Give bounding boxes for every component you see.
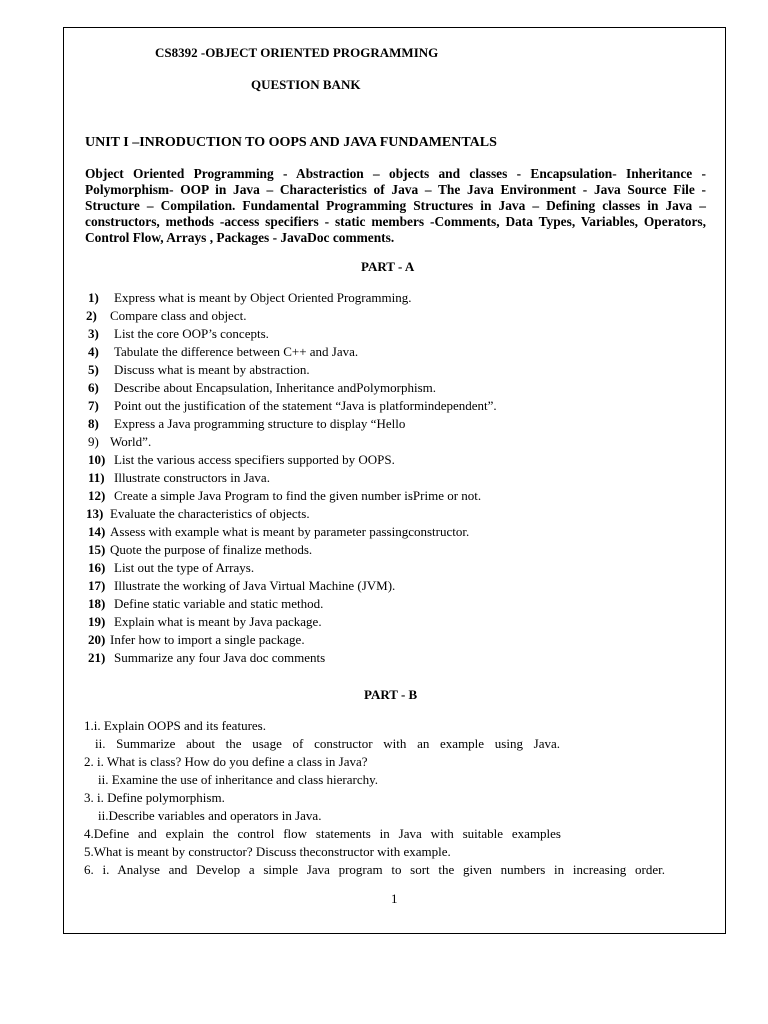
question-number: 4) (88, 344, 99, 359)
part-b-line: ii. Summarize about the usage of constructor with an example using Java. (95, 736, 560, 751)
question-number: 10) (88, 452, 106, 467)
question-number: 16) (88, 560, 106, 575)
question-number: 15) (88, 542, 106, 557)
part-b-line: 4.Define and explain the control flow statements in Java with suitable examples (84, 826, 561, 841)
question-text: Compare class and object. (110, 308, 247, 323)
part-b-line: 2. i. What is class? How do you define a class in Java? (84, 754, 368, 769)
question-number: 17) (88, 578, 106, 593)
question-text: Illustrate the working of Java Virtual Machine (JVM). (114, 578, 396, 593)
course-title: CS8392 -OBJECT ORIENTED PROGRAMMING (155, 45, 439, 60)
page-number: 1 (391, 891, 398, 906)
part-a-heading: PART - A (361, 259, 415, 274)
question-text: List the core OOP’s concepts. (114, 326, 269, 341)
part-b-line: ii.Describe variables and operators in Java. (98, 808, 322, 823)
question-text: Infer how to import a single package. (110, 632, 305, 647)
unit-syllabus: Object Oriented Programming - Abstraction – objects and classes - Encapsulation- Inheritance - Polymorphism- OOP in Java – Characteristics of Java – The Java Environment - Java Source File - Structure – Compilation. Fundamental Programming Structures in Java – Defining classes in Java –constructors, methods -access specifiers - static members -Comments, Data Types, Variables, Operators, Control Flow, Arrays , Packages - JavaDoc comments. (85, 166, 706, 245)
question-number: 11) (88, 470, 105, 485)
part-b-line: 3. i. Define polymorphism. (84, 790, 225, 805)
part-b-line: 6. i. Analyse and Develop a simple Java program to sort the given numbers in increasing order. (84, 862, 665, 877)
question-text: Explain what is meant by Java package. (114, 614, 322, 629)
part-b-heading: PART - B (364, 687, 418, 702)
question-text: Describe about Encapsulation, Inheritance andPolymorphism. (114, 380, 437, 395)
question-number: 12) (88, 488, 106, 503)
question-text: Illustrate constructors in Java. (114, 470, 270, 485)
question-text: Express a Java programming structure to display “Hello (114, 416, 406, 431)
question-number: 21) (88, 650, 106, 665)
question-text: Create a simple Java Program to find the given number isPrime or not. (114, 488, 482, 503)
unit-title: UNIT I –INRODUCTION TO OOPS AND JAVA FUNDAMENTALS (85, 135, 497, 150)
question-number: 18) (88, 596, 106, 611)
question-text: Assess with example what is meant by parameter passingconstructor. (110, 524, 470, 539)
question-text: Point out the justification of the statement “Java is platformindependent”. (114, 398, 497, 413)
question-text: Tabulate the difference between C++ and Java. (114, 344, 359, 359)
question-number: 1) (88, 290, 99, 305)
question-number: 13) (86, 506, 104, 521)
question-text: Define static variable and static method. (114, 596, 324, 611)
question-number: 6) (88, 380, 99, 395)
question-text: List out the type of Arrays. (114, 560, 255, 575)
question-text: Discuss what is meant by abstraction. (114, 362, 310, 377)
question-text: World”. (110, 434, 152, 449)
document-page (63, 27, 726, 934)
question-number: 19) (88, 614, 106, 629)
question-number: 20) (88, 632, 106, 647)
question-number: 8) (88, 416, 99, 431)
question-number: 3) (88, 326, 99, 341)
question-number: 5) (88, 362, 99, 377)
part-b-line: 5.What is meant by constructor? Discuss theconstructor with example. (84, 844, 451, 859)
question-number: 2) (86, 308, 97, 323)
question-text: List the various access specifiers supported by OOPS. (114, 452, 395, 467)
question-text: Quote the purpose of finalize methods. (110, 542, 313, 557)
question-number: 14) (88, 524, 106, 539)
part-b-line: 1.i. Explain OOPS and its features. (84, 718, 266, 733)
question-bank-title: QUESTION BANK (251, 77, 361, 92)
part-b-line: ii. Examine the use of inheritance and class hierarchy. (98, 772, 378, 787)
question-text: Evaluate the characteristics of objects. (110, 506, 310, 521)
question-text: Express what is meant by Object Oriented Programming. (114, 290, 412, 305)
question-number: 9) (88, 434, 99, 449)
question-text: Summarize any four Java doc comments (114, 650, 326, 665)
question-number: 7) (88, 398, 99, 413)
